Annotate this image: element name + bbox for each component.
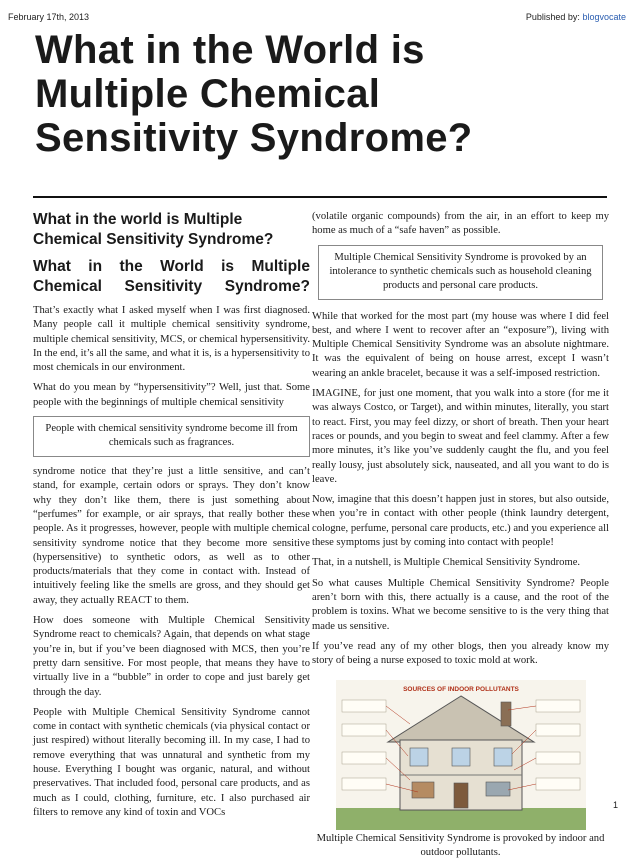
paragraph: If you’ve read any of my other blogs, then you already know my story of being a nurse exposed to toxic mold at work. xyxy=(312,640,609,667)
paragraph: That, in a nutshell, is Multiple Chemical Sensitivity Syndrome. xyxy=(312,557,581,569)
pull-quote: Multiple Chemical Sensitivity Syndrome is provoked by an intolerance to synthetic chemicals such as household cleaning products and personal care products. xyxy=(318,245,603,300)
publisher-link[interactable]: blogvocate xyxy=(582,12,626,22)
figure-title: SOURCES OF INDOOR POLLUTANTS xyxy=(402,686,519,694)
section-heading: What in the World is Multiple Chemical Sensitivity Syndrome? xyxy=(33,258,310,295)
document-title xyxy=(35,28,615,160)
right-column xyxy=(312,210,609,860)
paragraph: What do you mean by “hypersensitivity”? Well, just that. Some people with the beginnings of multiple chemical sensitivity xyxy=(33,382,310,408)
published-by-label: Published by: xyxy=(525,12,580,22)
page-number: 1 xyxy=(612,800,618,810)
paragraph: While that worked for the most part (my house was where I did feel best, and where I went to recover after an “exposure”), living with Multiple Chemical Sensitivity Syndrome was an absolute nightmare. It was the equivalent of being on house arrest, except I wasn’t wearing an ankle bracelet, because it was a self-imposed restriction. xyxy=(312,310,609,379)
title-rule xyxy=(33,196,607,198)
paragraph: That’s exactly what I asked myself when I was first diagnosed. Many people call it multiple chemical sensitivity syndrome, multiple chemical sensitivity, MCS, or chemical hypersensitivity. In the end, it’s all the same, and what it is, is a hypersensitivity to most chemicals in our environment. xyxy=(33,305,310,374)
header-publisher xyxy=(526,12,626,22)
pollutants-figure xyxy=(312,680,609,860)
paragraph: syndrome notice that they’re just a little sensitive, and can’t stand, for example, certain odors or sprays. They don’t know why they don’t like them, there is just something about “perfumes” for example, or air sprays, that really bother these people. As it progresses, however, people with multiple chemical sensitivity syndrome notice that they become more sensitive (hypersensitive) to synthetic odors, as well as to other products/materials that they come in contact with. Instead of intuitively feeling like the smells are gross, and they should get away, they actually REACT to them. xyxy=(33,466,310,606)
pull-quote: People with chemical sensitivity syndrome become ill from chemicals such as fragrances. xyxy=(33,416,310,457)
left-column xyxy=(33,210,310,826)
paragraph: IMAGINE, for just one moment, that you walk into a store (for me it was always Costco, or Target), and within minutes, literally, you start to react. First, you may feel dizzy, or short of breath. Then your heart races or pounds, and you begin to sweat and feel clammy. After a few more minutes, it’s like you’ve suddenly caught the flu, and you feel really lousy, just absolutely sick, nauseated, and all you want to do is leave. xyxy=(312,388,609,485)
paragraph: Now, imagine that this doesn’t happen just in stores, but also outside, when you’re in contact with other people (think laundry detergent, cologne, perfume, personal care products, etc.) and you experience all these symptoms just by coming into contact with people! xyxy=(312,494,609,549)
title-line: Sensitivity Syndrome? xyxy=(35,116,473,160)
figure-caption: Multiple Chemical Sensitivity Syndrome is provoked by indoor and outdoor pollutants. xyxy=(316,833,605,859)
paragraph: How does someone with Multiple Chemical Sensitivity Syndrome react to chemicals? Again, that depends on what stage you’re in, but if you’ve been diagnosed with MCS, then you’re pretty darn sensitive. For most people, that means they have to virtually live in a “bubble” in order to cope and just barely get through the day. xyxy=(33,615,310,698)
house-pollutants-illustration xyxy=(336,680,586,830)
section-heading: What in the world is Multiple Chemical Sensitivity Syndrome? xyxy=(33,211,274,248)
paragraph: So what causes Multiple Chemical Sensitivity Syndrome? People aren’t born with this, there actually is a cause, and the root of the problem is toxins. What we become sensitive to is the very thing that made us sensitive. xyxy=(312,577,609,632)
title-line: What in the World is xyxy=(35,28,425,72)
header-date: February 17th, 2013 xyxy=(8,12,90,22)
paragraph: People with Multiple Chemical Sensitivity Syndrome cannot come in contact with synthetic chemicals (via physical contact or just respired) without literally becoming ill. In my case, I had to remove everything that was unnatural and synthetic from my house. Everything I bought was organic, natural, and without preservatives. That included food, personal care products, and as much as I could, clothing, furniture, etc. I also purchased air filters to remove any kind of toxin and VOCs xyxy=(33,706,310,818)
paragraph: (volatile organic compounds) from the air, in an effort to keep my home as much of a “safe haven” as possible. xyxy=(312,211,609,237)
title-line: Multiple Chemical xyxy=(35,72,381,116)
